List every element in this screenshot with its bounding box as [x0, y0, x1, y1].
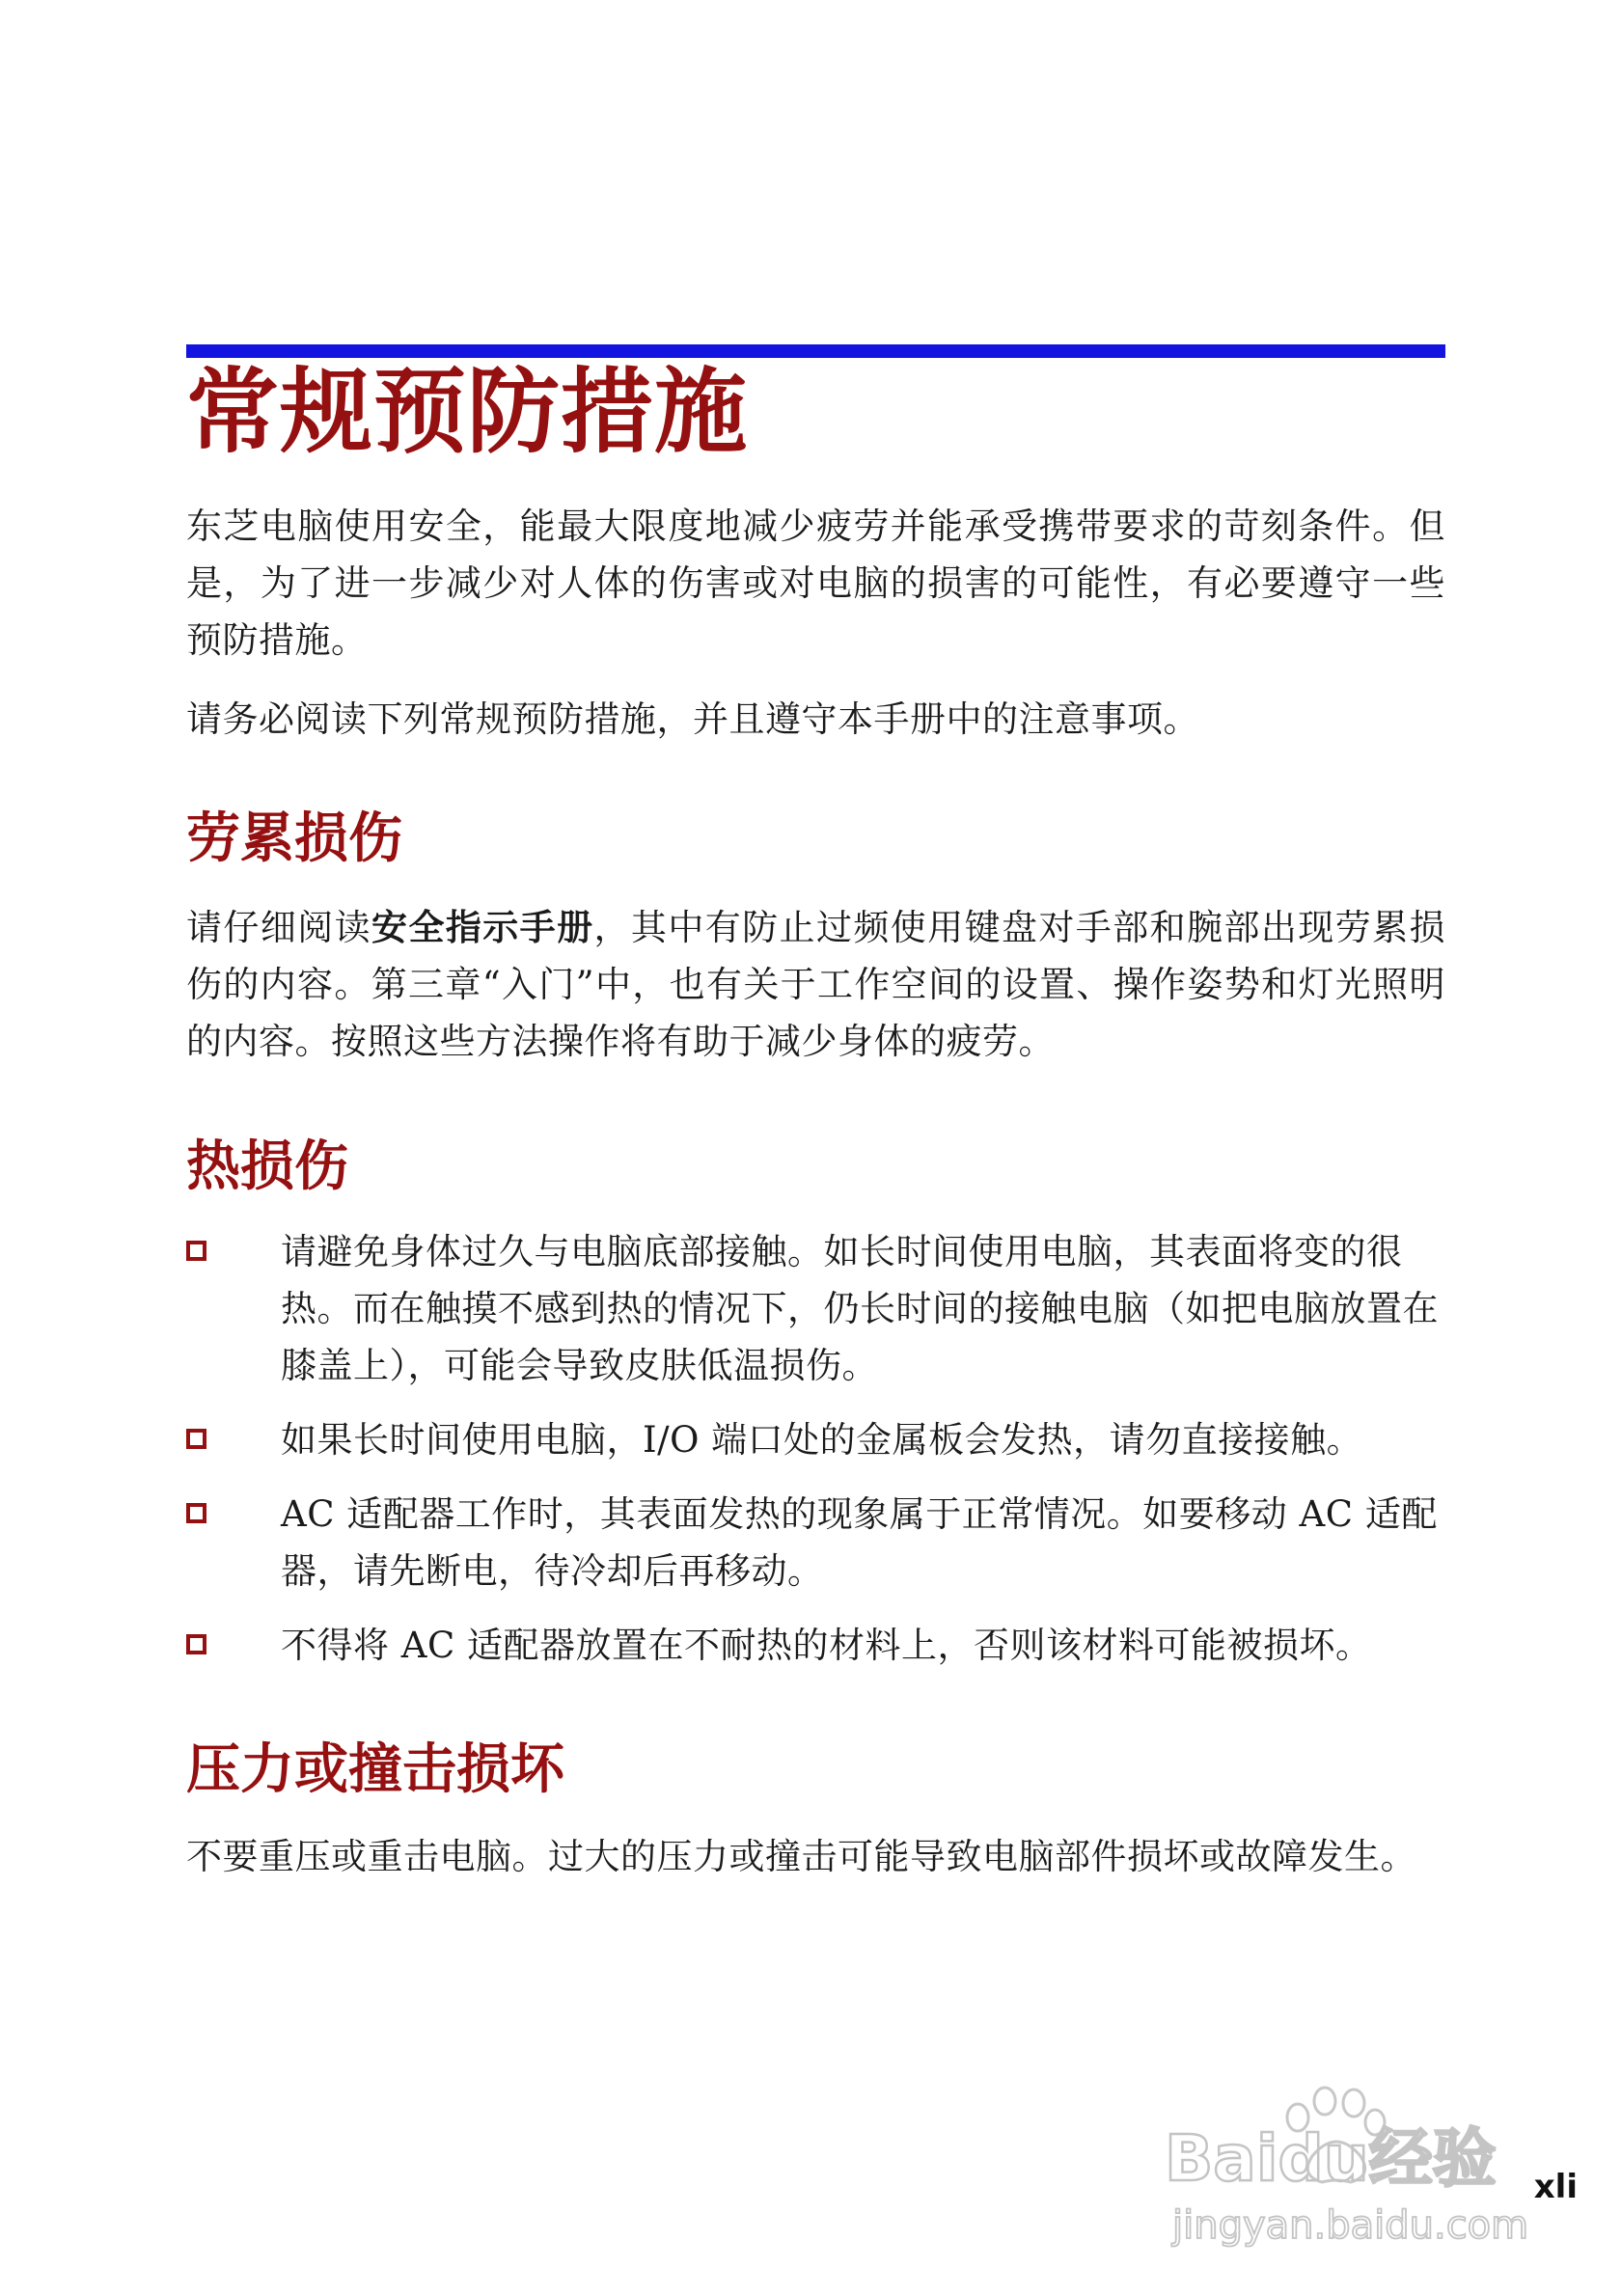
fatigue-text-before: 请仔细阅读: [186, 907, 372, 948]
safety-manual-reference: 安全指示手册: [371, 907, 594, 948]
document-page: [186, 0, 1445, 2296]
page-number: xli: [1533, 2168, 1578, 2206]
checkbox-bullet-icon: [186, 1503, 206, 1523]
heat-bullet-list: [186, 1223, 1445, 1691]
section-heading-pressure: 压力或撞击损坏: [186, 1738, 564, 1801]
intro-paragraph-1: 东芝电脑使用安全，能最大限度地减少疲劳并能承受携带要求的苛刻条件。但是，为了进一步减少对人体的伤害或对电脑的损害的可能性，有必要遵守一些预防措施。: [186, 506, 1445, 661]
list-item: [186, 1617, 1445, 1674]
intro-paragraph-2: 请务必阅读下列常规预防措施，并且遵守本手册中的注意事项。: [186, 698, 1199, 740]
watermark-url: jingyan.baidu.com: [1172, 2203, 1529, 2248]
section-heading-heat: 热损伤: [186, 1135, 348, 1198]
pressure-paragraph: 不要重压或重击电脑。过大的压力或撞击可能导致电脑部件损坏或故障发生。: [186, 1836, 1416, 1877]
list-item-text: 不得将 AC 适配器放置在不耐热的材料上，否则该材料可能被损坏。: [281, 1625, 1372, 1666]
list-item-text: AC 适配器工作时，其表面发热的现象属于正常情况。如要移动 AC 适配器，请先断电，待冷却后再移动。: [281, 1493, 1438, 1592]
fatigue-text-after: ，其中有防止过频使用键盘对手部和腕部出现劳累损伤的内容。第三章“入门”中，也有关于工作空间的设置、操作姿势和灯光照明的内容。按照这些方法操作将有助于减少身体的疲劳。: [186, 907, 1446, 1062]
list-item-text: 请避免身体过久与电脑底部接触。如长时间使用电脑，其表面将变的很热。而在触摸不感到热的情况下，仍长时间的接触电脑（如把电脑放置在膝盖上），可能会导致皮肤低温损伤。: [281, 1231, 1439, 1386]
list-item: [186, 1486, 1445, 1599]
fatigue-paragraph: [186, 899, 1445, 1070]
section-heading-fatigue: 劳累损伤: [186, 807, 402, 870]
checkbox-bullet-icon: [186, 1634, 206, 1654]
title-rule-bar: [186, 344, 1445, 358]
list-item: [186, 1411, 1445, 1468]
page-title: 常规预防措施: [186, 358, 748, 466]
checkbox-bullet-icon: [186, 1241, 206, 1261]
list-item-text: 如果长时间使用电脑，I/O 端口处的金属板会发热，请勿直接接触。: [281, 1419, 1363, 1461]
checkbox-bullet-icon: [186, 1429, 206, 1449]
watermark-brand: Baidu经验: [1165, 2121, 1497, 2196]
list-item: [186, 1223, 1445, 1394]
